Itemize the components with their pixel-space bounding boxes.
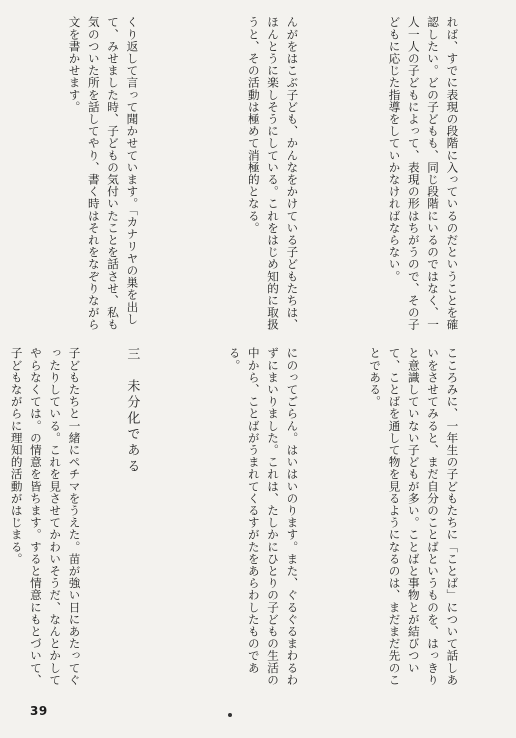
paragraph: にのってごらん。はいはいのります。また、ぐるぐるまわるわずにまいりました。これは、たしかにひとりの子どもの生活の中から、ことばがうまれてくるすがたをあらわしたものである。	[227, 347, 300, 686]
paragraph: んがをはこぶ子ども、かんなをかけている子どもたちは、ほんとうに楽しそうにしている。これをはじめ知的に取扱うと、その活動は極めて消極的となる。	[246, 16, 300, 331]
section-heading: 三 未分化である	[124, 347, 140, 475]
paragraph: 子どもたちと一緒にペチマをうえた。苗が強い日にあたってぐったりしている。これを見させてかわいそうだ、なんとかしてやらなくては。の情意を皆ちます。すると情意にもとづいて、子どもながらに理知的活動がはじまる。	[9, 347, 82, 686]
page-number: 39	[30, 704, 48, 718]
text-column-left-bottom	[9, 347, 180, 692]
text-column-right-bottom	[354, 347, 500, 692]
paragraph: くり返して言って聞かせています。「カナリヤの巣を出して、みせました時、子どもの気付いたことを話させ、私も気のついた所を話してやり、書く時はそれをなぞりながら文を書かせます。	[67, 16, 140, 331]
text-column-left-top	[20, 16, 180, 341]
paragraph: こころみに、一年生の子どもたちに「ことば」について話しあいをさせてみると、まだ自分のことばというものを、はっきりと意識していない子どもが多い。ことばと事物とが結びついて、ことばを通して物を見るようになるのは、まだまだ先のことである。	[368, 347, 460, 686]
text-column-right-top	[354, 16, 500, 341]
print-mark	[228, 713, 232, 717]
text-column-middle-top	[190, 16, 340, 341]
text-column-middle-bottom	[190, 347, 340, 692]
paragraph: れば、すでに表現の段階に入っているのだということを確認したい。どの子どもも、同じ段階にいるのではなく、一人一人の子どもによって、表現の形はちがうので、その子どもに応じた指導をしていかなければならない。	[387, 16, 460, 331]
